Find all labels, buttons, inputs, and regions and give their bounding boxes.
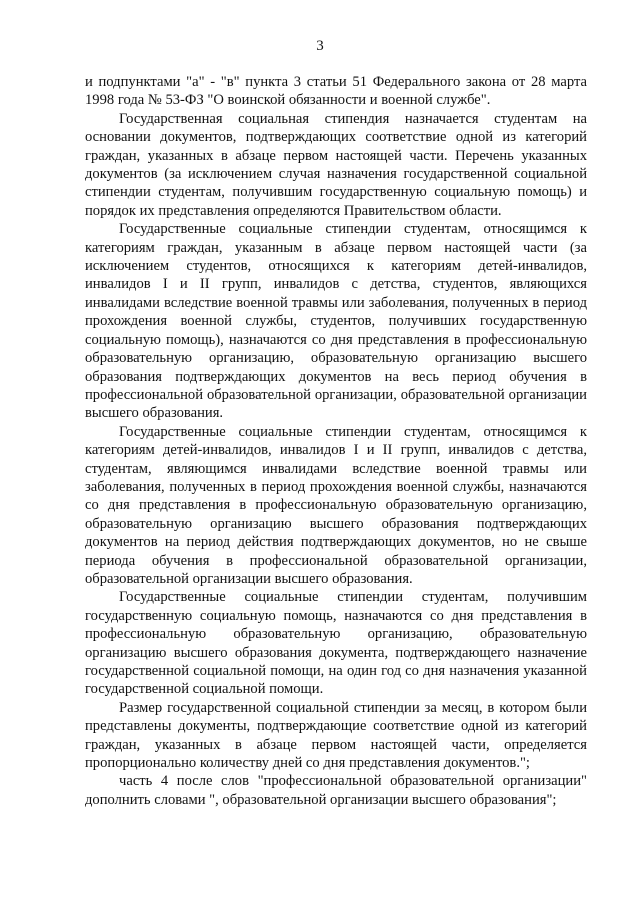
paragraph-stipend-disabled-categories: Государственные социальные стипендии студентам, относящимся к категориям детей-инвалидов, инвалидов I и II групп, инвалидов с детства, студентам, являющимся инвалидами вследствие военной травмы или заболевания, полученных в период прохождения военной службы, назначаются со дня представления в профессиональную образовательную организацию, образовательную организацию высшего образования подтверждающих документов на период действия подтверждающих документов, но не свыше периода обучения в профессиональной образовательной организации, образовательной организации высшего образования. — [85, 423, 587, 587]
paragraph-part-4-amendment: часть 4 после слов "профессиональной образовательной организации" дополнить словами ", образовательной организации высшего образования"; — [85, 773, 587, 808]
document-body — [85, 73, 587, 809]
page-number: 3 — [316, 38, 324, 54]
paragraph-stipend-monthly-amount: Размер государственной социальной стипендии за месяц, в котором были представлены документы, подтверждающие соответствие одной из категорий граждан, указанных в абзаце первом настоящей части, определяется пропорционально количеству дней со дня представления документов."; — [85, 699, 587, 772]
paragraph-social-stipend-documents: Государственная социальная стипендия назначается студентам на основании документов, подтверждающих соответствие одной из категорий граждан, указанных в абзаце первом настоящей части. Перечень указанных документов (за исключением случая назначения государственной социальной стипендии студентам, получившим государственную социальную помощь) и порядок их представления определяются Правительством области. — [85, 110, 587, 219]
paragraph-stipend-full-period: Государственные социальные стипендии студентам, относящимся к категориям граждан, указанным в абзаце первом настоящей части (за исключением студентов, относящихся к категориям детей-инвалидов, инвалидов I и II групп, инвалидов с детства, студентов, являющихся инвалидами вследствие военной травмы или заболевания, полученных в период прохождения военной службы, студентов, получивших государственную социальную помощь), назначаются со дня представления в профессиональную образовательную организацию, образовательную организацию высшего образования подтверждающих документов на весь период обучения в профессиональной образовательной организации, образовательной организации высшего образования. — [85, 221, 587, 422]
paragraph-stipend-social-assistance: Государственные социальные стипендии студентам, получившим государственную социальную помощь, назначаются со дня представления в профессиональную образовательную организацию, образовательную организацию высшего образования документа, подтверждающего назначение государственной социальной помощи, на один год со дня назначения указанной государственной социальной помощи. — [85, 589, 587, 698]
paragraph-continuation: и подпунктами "а" - "в" пункта 3 статьи 51 Федерального закона от 28 марта 1998 года № 53-ФЗ "О воинской обязанности и военной службе". — [85, 74, 587, 109]
